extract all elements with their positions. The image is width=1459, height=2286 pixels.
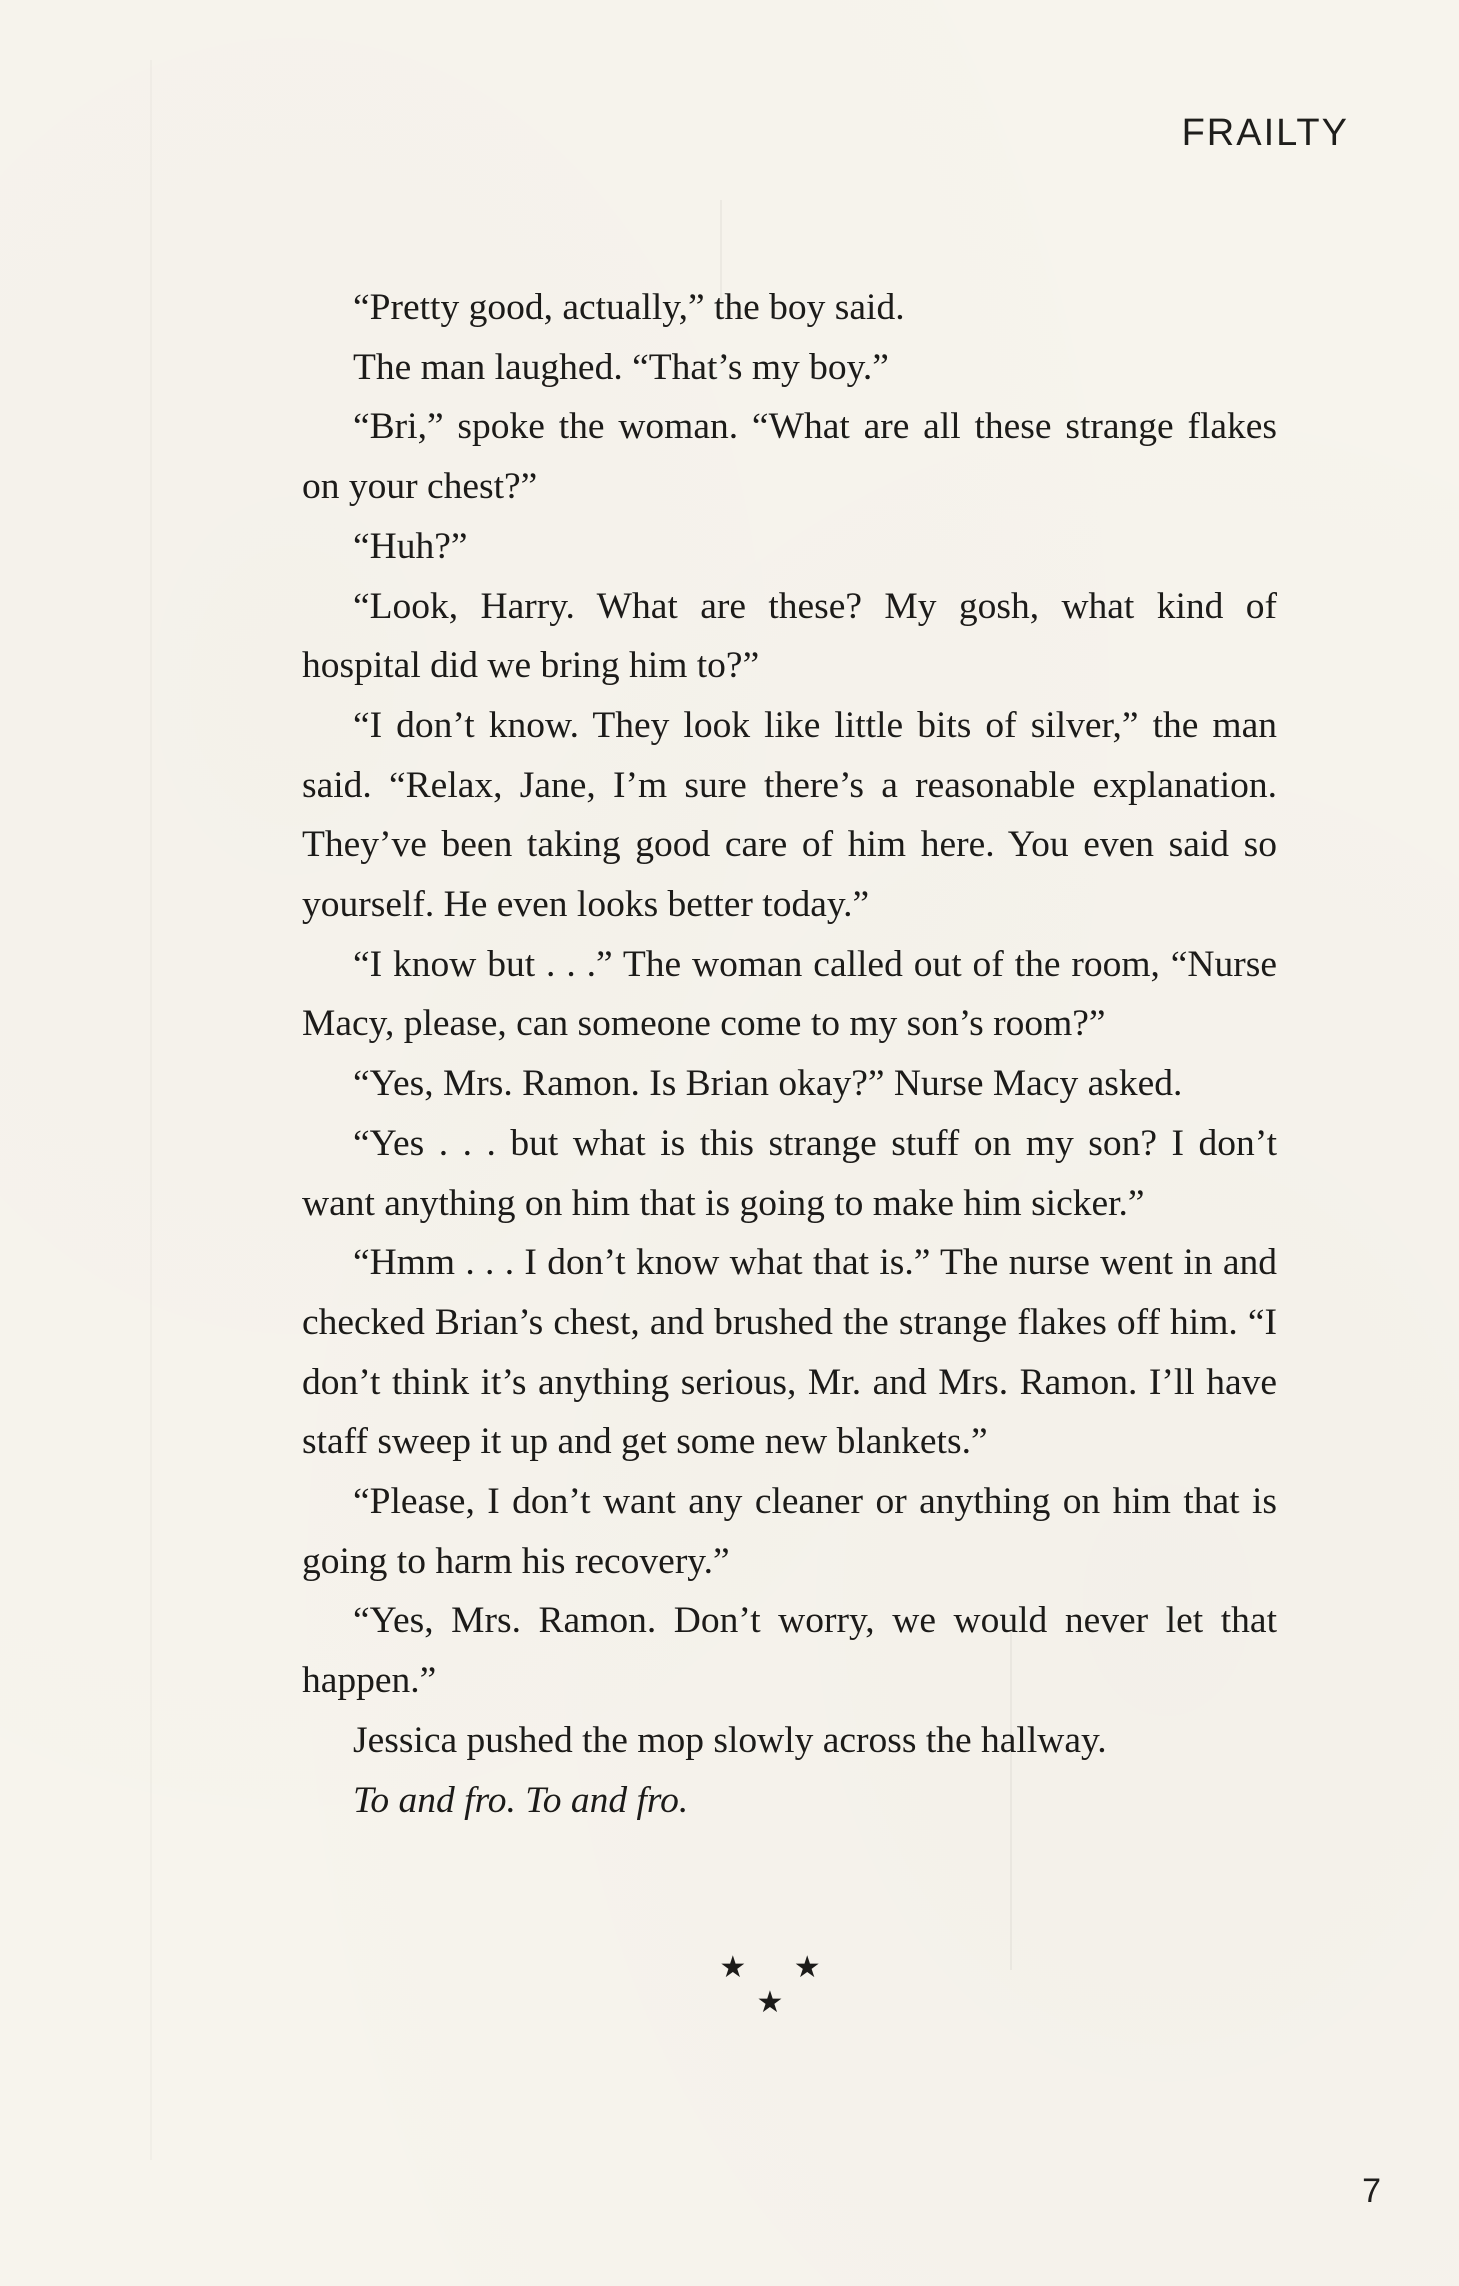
paragraph-italic: To and fro. To and fro.	[353, 1779, 689, 1821]
paragraph: “Yes . . . but what is this strange stuff on my son? I don’t want anything on him that is going to make him sicker.”	[302, 1122, 1277, 1224]
body-text	[302, 278, 1277, 1830]
paragraph: “Yes, Mrs. Ramon. Don’t worry, we would never let that happen.”	[302, 1600, 1277, 1702]
paragraph: “I don’t know. They look like little bits of silver,” the man said. “Relax, Jane, I’m sure there’s a reasonable explanation. They’ve been taking good care of him here. You even said so yourself. He even looks better today.”	[302, 704, 1277, 926]
paragraph: “Pretty good, actually,” the boy said.	[353, 287, 905, 328]
paragraph: “Huh?”	[353, 525, 468, 567]
scan-shadow-line	[150, 60, 152, 2160]
paragraph: Jessica pushed the mop slowly across the hallway.	[353, 1719, 1107, 1761]
paragraph: “Hmm . . . I don’t know what that is.” The nurse went in and checked Brian’s chest, and brushed the strange flakes off him. “I don’t think it’s anything serious, Mr. and Mrs. Ramon. I’ll have staff sweep it up and get some new blankets.”	[302, 1242, 1277, 1463]
paragraph: “Look, Harry. What are these? My gosh, what kind of hospital did we bring him to?”	[302, 585, 1277, 687]
running-head: FRAILTY	[1181, 112, 1349, 154]
paragraph: “Please, I don’t want any cleaner or anything on him that is going to harm his recovery.”	[302, 1481, 1277, 1582]
paragraph: “Yes, Mrs. Ramon. Is Brian okay?” Nurse Macy asked.	[353, 1063, 1183, 1105]
paragraph: “Bri,” spoke the woman. “What are all these strange flakes on your chest?”	[302, 406, 1277, 508]
page-number: 7	[1362, 2172, 1381, 2210]
section-break-stars: ★ ★ ★	[719, 1951, 841, 2019]
paragraph: The man laughed. “That’s my boy.”	[353, 346, 889, 388]
paragraph: “I know but . . .” The woman called out of the room, “Nurse Macy, please, can someone come to my son’s room?”	[302, 943, 1277, 1045]
